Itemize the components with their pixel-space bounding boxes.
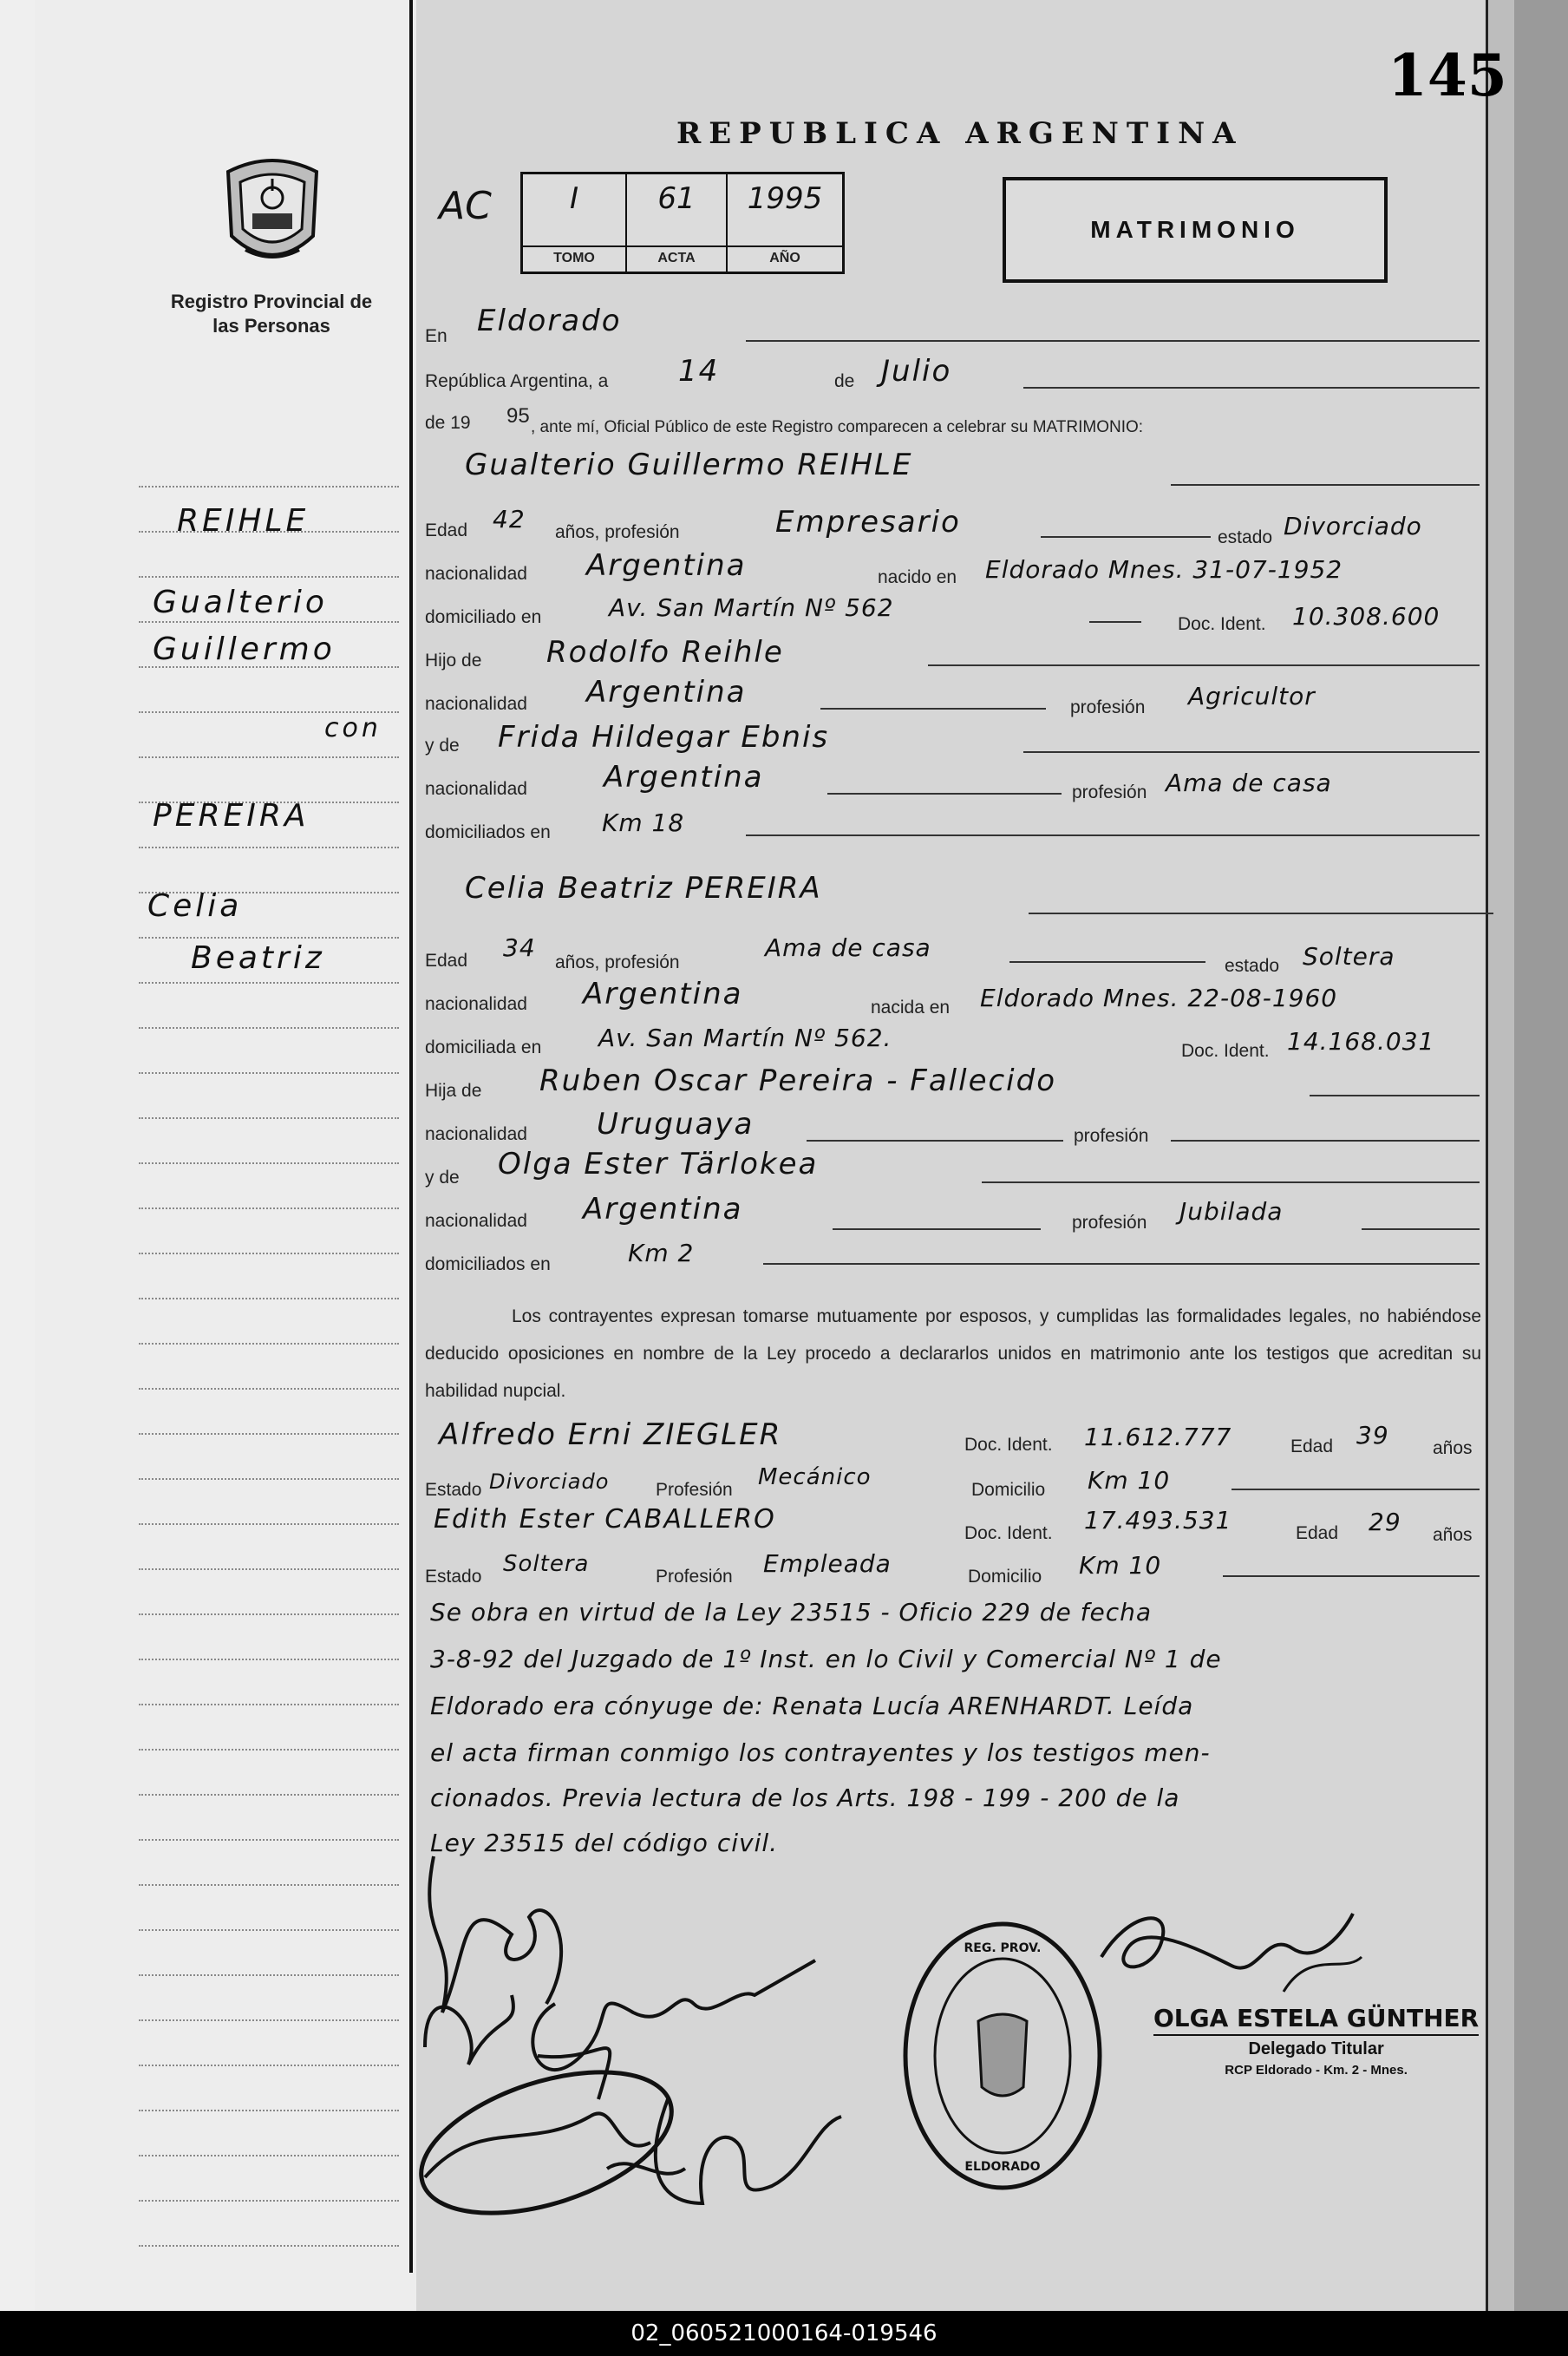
margin-dotted-line xyxy=(139,1523,399,1525)
witness-2-profesion-label: Profesión xyxy=(656,1567,733,1587)
witness-1-edad-label: Edad xyxy=(1290,1437,1334,1456)
groom-nationality: Argentina xyxy=(586,548,747,583)
rule xyxy=(1310,1095,1480,1096)
margin-dotted-line xyxy=(139,1974,399,1976)
rule xyxy=(1029,913,1493,914)
witness-2-estado-label: Estado xyxy=(425,1567,482,1587)
margin-dotted-line xyxy=(139,1207,399,1209)
witness-1-domicilio-label: Domicilio xyxy=(971,1480,1046,1500)
ano-value: 1995 xyxy=(747,181,823,216)
note-line-6: Ley 23515 del código civil. xyxy=(430,1829,779,1857)
day-value: 14 xyxy=(678,354,720,389)
groom-mother-label: y de xyxy=(425,736,460,756)
bride-doc: 14.168.031 xyxy=(1287,1027,1435,1056)
bride-mother-nationality: Argentina xyxy=(583,1192,743,1227)
official-signature-icon xyxy=(1093,1896,1370,2000)
margin-dotted-line xyxy=(139,1298,399,1299)
witness-2-civil-status: Soltera xyxy=(503,1551,590,1577)
groom-age: 42 xyxy=(493,505,526,533)
stamp-place: ELDORADO xyxy=(964,2160,1041,2174)
groom-birth: Eldorado Mnes. 31-07-1952 xyxy=(985,555,1343,584)
volume-box xyxy=(520,172,845,274)
place-value: Eldorado xyxy=(477,304,622,338)
witness-1-anos-label: años xyxy=(1433,1438,1473,1458)
witness-1-civil-status: Divorciado xyxy=(489,1469,610,1494)
bride-parents-addr-label: domiciliados en xyxy=(425,1254,551,1274)
rule xyxy=(1009,961,1205,963)
note-line-5: cionados. Previa lectura de los Arts. 198 - 199 - 200 de la xyxy=(430,1783,1180,1812)
bride-nationality: Argentina xyxy=(583,977,743,1011)
bride-mother-profession: Jubilada xyxy=(1179,1197,1284,1226)
margin-dotted-line xyxy=(139,1613,399,1615)
margin-dotted-line xyxy=(139,2110,399,2111)
margin-name-groom-1: Gualterio xyxy=(153,585,328,620)
de-label: de xyxy=(834,371,855,391)
witness-2-name: Edith Ester CABALLERO xyxy=(434,1504,776,1535)
bride-nacionalidad-label: nacionalidad xyxy=(425,994,527,1014)
year-suffix: 95 xyxy=(506,404,530,428)
left-margin-column xyxy=(35,0,416,2311)
rule xyxy=(827,793,1062,795)
groom-father: Rodolfo Reihle xyxy=(546,635,784,670)
page-number: 145 xyxy=(1388,42,1507,109)
witness-2-domicilio-label: Domicilio xyxy=(968,1567,1042,1587)
groom-domicilio-label: domiciliado en xyxy=(425,607,542,627)
groom-estado-label: estado xyxy=(1218,527,1273,547)
margin-dotted-line xyxy=(139,1117,399,1119)
rule xyxy=(820,708,1046,710)
appearance-text: , ante mí, Oficial Público de este Registro comparecen a celebrar su MATRIMONIO: xyxy=(531,418,1144,436)
margin-dotted-line xyxy=(139,1659,399,1660)
groom-mother: Frida Hildegar Ebnis xyxy=(498,720,830,755)
groom-address: Av. San Martín Nº 562 xyxy=(609,593,894,622)
document-type-box xyxy=(1003,177,1388,283)
margin-dotted-line xyxy=(139,1027,399,1029)
margin-surname-bride: PEREIRA xyxy=(153,798,310,834)
margin-name-bride-1: Celia xyxy=(147,888,243,924)
margin-dotted-line xyxy=(139,1072,399,1074)
rule xyxy=(833,1228,1041,1230)
bride-doc-label: Doc. Ident. xyxy=(1181,1041,1270,1061)
bride-mother: Olga Ester Tärlokea xyxy=(498,1147,819,1181)
bride-father-prof-label: profesión xyxy=(1074,1126,1149,1146)
margin-dotted-line xyxy=(139,2155,399,2156)
bride-parents-address: Km 2 xyxy=(628,1239,695,1267)
margin-dotted-line xyxy=(139,1794,399,1796)
signatures-icon xyxy=(408,1839,859,2290)
groom-civil-status: Divorciado xyxy=(1284,512,1422,540)
margin-dotted-line xyxy=(139,1704,399,1705)
margin-dotted-line xyxy=(139,621,399,623)
groom-mother-prof-label: profesión xyxy=(1072,782,1147,802)
bride-nacida-label: nacida en xyxy=(871,998,951,1018)
scan-id-footer: 02_060521000164-019546 xyxy=(0,2311,1568,2356)
bride-age: 34 xyxy=(503,933,536,962)
rule xyxy=(928,664,1480,666)
tomo-value: I xyxy=(569,181,579,216)
rule xyxy=(1362,1228,1480,1230)
margin-con: con xyxy=(324,713,382,743)
official-name: OLGA ESTELA GÜNTHER xyxy=(1153,2004,1479,2036)
witness-2-edad-label: Edad xyxy=(1296,1523,1339,1543)
margin-name-bride-2: Beatriz xyxy=(191,940,325,976)
groom-father-profession: Agricultor xyxy=(1188,682,1316,710)
groom-profession: Empresario xyxy=(775,505,961,540)
witness-2-doc-label: Doc. Ident. xyxy=(964,1523,1053,1543)
groom-edad-label: Edad xyxy=(425,520,468,540)
ano-label: AÑO xyxy=(728,245,842,266)
groom-profesion-label: años, profesión xyxy=(555,522,680,542)
groom-mother-nationality: Argentina xyxy=(604,760,764,795)
official-role: Delegado Titular xyxy=(1248,2039,1384,2058)
rule xyxy=(807,1140,1063,1142)
acta-label: ACTA xyxy=(627,245,726,266)
acta-cell xyxy=(627,174,728,272)
en-label: En xyxy=(425,326,448,346)
margin-dotted-line xyxy=(139,1839,399,1841)
bride-estado-label: estado xyxy=(1225,956,1280,976)
witness-2-anos-label: años xyxy=(1433,1525,1473,1545)
groom-father-nationality: Argentina xyxy=(586,675,747,710)
margin-dotted-line xyxy=(139,1884,399,1886)
rule xyxy=(746,834,1480,836)
margin-dotted-line xyxy=(139,1433,399,1435)
rule xyxy=(1089,621,1141,623)
witness-1-name: Alfredo Erni ZIEGLER xyxy=(439,1417,782,1452)
official-address: RCP Eldorado - Km. 2 - Mnes. xyxy=(1225,2063,1408,2078)
margin-dotted-line xyxy=(139,1478,399,1480)
bride-father-label: Hija de xyxy=(425,1081,482,1101)
note-line-4: el acta firman conmigo los contrayentes y los testigos men- xyxy=(430,1738,1211,1767)
official-block xyxy=(1153,2004,1479,2078)
groom-father-prof-label: profesión xyxy=(1070,697,1146,717)
margin-dotted-line xyxy=(139,1929,399,1931)
registry-name: Registro Provincial de las Personas xyxy=(170,291,373,337)
groom-mother-profession: Ama de casa xyxy=(1166,769,1332,797)
country-title: REPUBLICA ARGENTINA xyxy=(676,116,1244,151)
groom-father-label: Hijo de xyxy=(425,651,482,671)
document-type: MATRIMONIO xyxy=(1090,216,1300,243)
tomo-cell xyxy=(523,174,627,272)
bride-mother-prof-label: profesión xyxy=(1072,1213,1147,1233)
bride-profesion-label: años, profesión xyxy=(555,952,680,972)
margin-dotted-line xyxy=(139,937,399,939)
groom-doc: 10.308.600 xyxy=(1292,602,1441,631)
rule xyxy=(1171,1140,1480,1142)
groom-parents-address: Km 18 xyxy=(602,808,685,837)
note-line-3: Eldorado era cónyuge de: Renata Lucía ARENHARDT. Leída xyxy=(430,1692,1194,1720)
margin-dotted-line xyxy=(139,1253,399,1254)
margin-dotted-line xyxy=(139,1162,399,1164)
rule xyxy=(982,1181,1480,1183)
margin-dotted-line xyxy=(139,2245,399,2247)
bride-civil-status: Soltera xyxy=(1303,942,1395,971)
provincial-crest-icon xyxy=(219,153,325,271)
acta-value: 61 xyxy=(657,181,696,216)
bride-profession: Ama de casa xyxy=(765,933,931,962)
witness-2-address: Km 10 xyxy=(1079,1551,1162,1580)
republica-label: República Argentina, a xyxy=(425,371,609,391)
handwritten-mark: AC xyxy=(439,184,492,228)
witness-1-profession: Mecánico xyxy=(758,1464,872,1490)
rule xyxy=(1023,751,1480,753)
witness-1-profesion-label: Profesión xyxy=(656,1480,733,1500)
groom-mother-nat-label: nacionalidad xyxy=(425,779,527,799)
bride-edad-label: Edad xyxy=(425,951,468,971)
margin-dotted-line xyxy=(139,486,399,488)
groom-father-nat-label: nacionalidad xyxy=(425,694,527,714)
margin-dotted-line xyxy=(139,576,399,578)
rule xyxy=(1041,536,1211,538)
rule xyxy=(1232,1489,1480,1490)
groom-name: Gualterio Guillermo REIHLE xyxy=(465,448,913,482)
bride-domicilio-label: domiciliada en xyxy=(425,1037,542,1057)
bride-father-nationality: Uruguaya xyxy=(597,1107,755,1142)
tomo-label: TOMO xyxy=(523,245,625,266)
margin-surname-groom: REIHLE xyxy=(177,503,310,539)
registry-stamp-icon xyxy=(898,1917,1107,2195)
witness-2-age: 29 xyxy=(1369,1508,1401,1536)
margin-dotted-line xyxy=(139,1343,399,1345)
year-prefix: de 19 xyxy=(425,413,471,433)
rule xyxy=(1171,484,1480,486)
witness-1-address: Km 10 xyxy=(1088,1466,1171,1495)
witness-1-doc-label: Doc. Ident. xyxy=(964,1435,1053,1455)
bride-address: Av. San Martín Nº 562. xyxy=(598,1024,892,1052)
declaration-text: Los contrayentes expresan tomarse mutuamente por esposos, y cumplidas las formalidades legales, no habiéndose deducido oposiciones en nombre de la Ley procedo a declararlos unidos en matrimonio ante los testigos que acreditan su habilidad nupcial. xyxy=(425,1306,1481,1401)
margin-dotted-line xyxy=(139,1749,399,1751)
margin-dotted-line xyxy=(139,1568,399,1570)
margin-dotted-line xyxy=(139,2065,399,2066)
margin-dotted-line xyxy=(139,2019,399,2021)
bride-father: Ruben Oscar Pereira - Fallecido xyxy=(539,1063,1057,1098)
margin-dotted-line xyxy=(139,847,399,848)
page-edge xyxy=(1488,0,1514,2311)
margin-name-groom-2: Guillermo xyxy=(153,632,336,667)
groom-nacido-label: nacido en xyxy=(878,567,957,587)
witness-2-profession: Empleada xyxy=(763,1549,892,1578)
margin-dotted-line xyxy=(139,756,399,758)
page-gutter xyxy=(0,0,35,2311)
witness-1-estado-label: Estado xyxy=(425,1480,482,1500)
bride-birth: Eldorado Mnes. 22-08-1960 xyxy=(980,984,1338,1012)
witness-2-doc: 17.493.531 xyxy=(1084,1506,1232,1535)
witness-1-doc: 11.612.777 xyxy=(1084,1423,1232,1451)
bride-mother-label: y de xyxy=(425,1168,460,1188)
groom-nacionalidad-label: nacionalidad xyxy=(425,564,527,584)
rule xyxy=(1223,1575,1480,1577)
note-line-2: 3-8-92 del Juzgado de 1º Inst. en lo Civil y Comercial Nº 1 de xyxy=(430,1645,1222,1673)
margin-dotted-line xyxy=(139,1388,399,1390)
rule xyxy=(1023,387,1480,389)
svg-text:REG. PROV.: REG. PROV. xyxy=(964,1941,1042,1955)
margin-dotted-line xyxy=(139,2200,399,2202)
note-line-1: Se obra en virtud de la Ley 23515 - Oficio 229 de fecha xyxy=(430,1598,1153,1626)
bride-name: Celia Beatriz PEREIRA xyxy=(465,871,822,906)
bride-mother-nat-label: nacionalidad xyxy=(425,1211,527,1231)
ano-cell xyxy=(728,174,842,272)
witness-1-age: 39 xyxy=(1356,1421,1389,1450)
rule xyxy=(746,340,1480,342)
groom-doc-label: Doc. Ident. xyxy=(1178,614,1266,634)
rule xyxy=(763,1263,1480,1265)
bride-father-nat-label: nacionalidad xyxy=(425,1124,527,1144)
groom-parents-addr-label: domiciliados en xyxy=(425,822,551,842)
margin-dotted-line xyxy=(139,982,399,984)
month-value: Julio xyxy=(881,354,952,389)
